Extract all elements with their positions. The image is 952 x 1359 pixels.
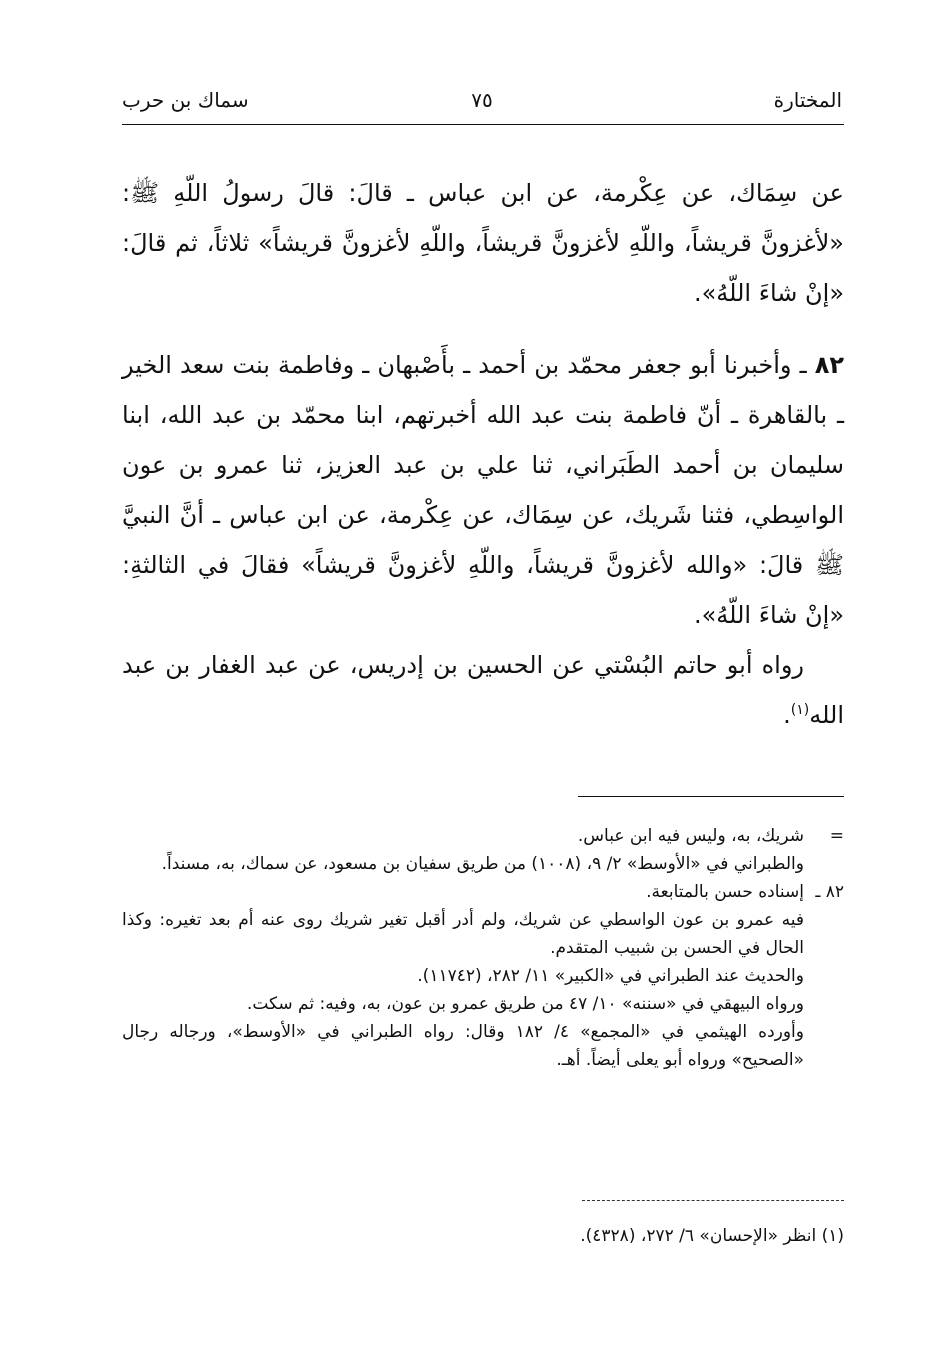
paragraph-3-text: رواه أبو حاتم البُسْتي عن الحسين بن إدريس، عن عبد الغفار بن عبد الله — [122, 651, 844, 729]
note-line: والحديث عند الطبراني في «الكبير» ١١/ ٢٨٢، (١١٧٤٢). — [417, 966, 804, 986]
footnote-ref-1[interactable]: (١) — [790, 702, 810, 718]
endnote-rule — [582, 1200, 844, 1201]
header-rule — [122, 124, 844, 125]
note-82 — [122, 878, 844, 1074]
paragraph-1: عن سِمَاك، عن عِكْرمة، عن ابن عباس ـ قالَ: قالَ رسولُ اللّهِ ﷺ: «لأغزونَّ قريشاً، واللّهِ لأغزونَّ قريشاً، واللّهِ لأغزونَّ قريشاً» ثلاثاً، ثم قالَ: «إنْ شاءَ اللّهُ». — [122, 179, 844, 307]
continuation-marker: = — [829, 826, 844, 846]
page-header — [122, 88, 842, 122]
page-number: ٧٥ — [471, 88, 493, 112]
footnotes — [122, 822, 844, 1074]
note-line: شريك، به، وليس فيه ابن عباس. — [577, 826, 804, 846]
paragraph-82 — [122, 340, 844, 640]
endnote-1: (١) انظر «الإحسان» ٦/ ٢٧٢، (٤٣٢٨). — [580, 1226, 844, 1246]
note-line: ورواه البيهقي في «سننه» ١٠/ ٤٧ من طريق عمرو بن عون، به، وفيه: ثم سكت. — [246, 994, 804, 1014]
note-82-marker: ٨٢ ـ — [815, 882, 844, 902]
hadith-number: ٨٢ — [814, 351, 844, 379]
chapter-title: سماك بن حرب — [122, 88, 249, 112]
note-continuation — [122, 822, 844, 878]
paragraph-3-end: . — [783, 701, 791, 729]
note-line: إسناده حسن بالمتابعة. — [646, 882, 804, 902]
paragraph-3 — [122, 640, 844, 740]
note-line: والطبراني في «الأوسط» ٢/ ٩، (١٠٠٨) من طريق سفيان بن مسعود، عن سماك، به، مسنداً. — [161, 854, 804, 874]
footnote-rule — [578, 796, 844, 797]
hadith-text: ـ وأخبرنا أبو جعفر محمّد بن أحمد ـ بأَصْبهان ـ وفاطمة بنت سعد الخير ـ بالقاهرة ـ أنّ فاطمة بنت عبد الله أخبرتهم، ابنا محمّد بن عبد الله، ابنا سليمان بن أحمد الطَبَراني، ثنا علي بن عبد العزيز، ثنا عمرو بن عون الواسِطي، فثنا شَريك، عن سِمَاك، عن عِكْرمة، عن ابن عباس ـ أنَّ النبيَّ ﷺ قالَ: «والله لأغزونَّ قريشاً، واللّهِ لأغزونَّ قريشاً» فقالَ في الثالثةِ: «إنْ شاءَ اللّهُ». — [122, 351, 844, 629]
note-line: وأورده الهيثمي في «المجمع» ٤/ ١٨٢ وقال: رواه الطبراني في «الأوسط»، ورجاله رجال «الصحيح» ورواه أبو يعلى أيضاً. أهـ. — [122, 1022, 804, 1070]
book-title: المختارة — [773, 88, 842, 112]
main-text — [122, 168, 844, 740]
note-line: فيه عمرو بن عون الواسطي عن شريك، ولم أدر أقبل تغير شريك روى عنه أم بعد تغيره: وكذا الحال في الحسن بن شبيب المتقدم. — [122, 910, 804, 958]
